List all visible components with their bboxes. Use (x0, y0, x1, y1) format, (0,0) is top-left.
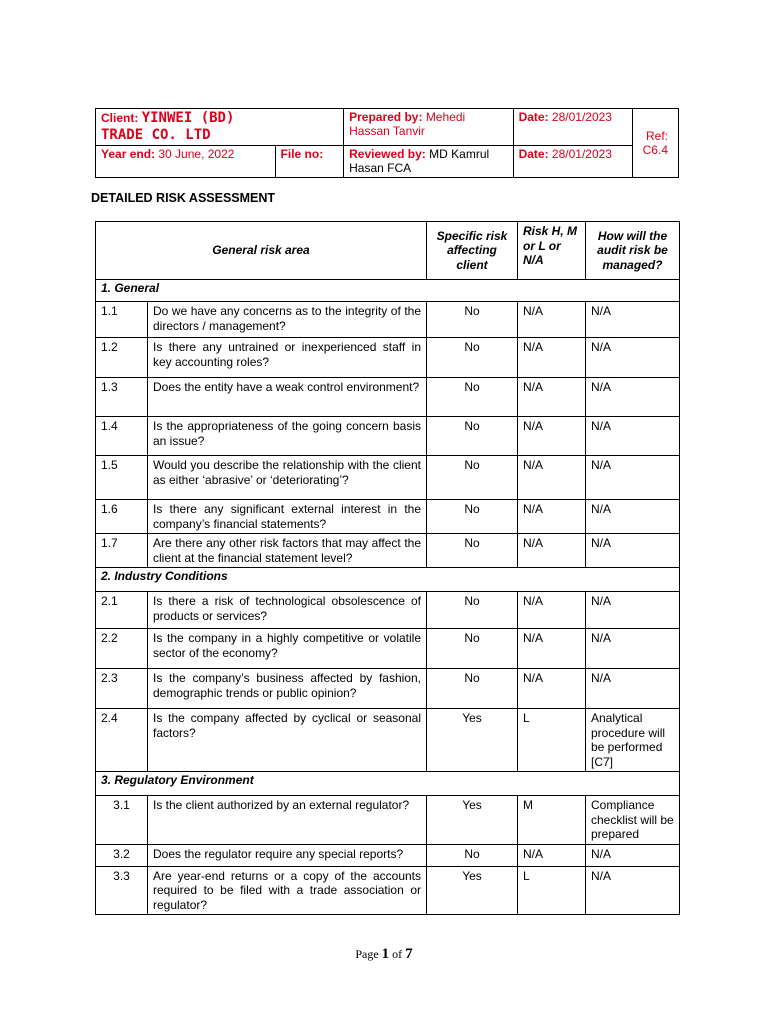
col-header-risk: Risk H, M or L or N/A (518, 222, 586, 280)
row-risk-level: N/A (518, 378, 586, 417)
table-row (96, 629, 680, 669)
file-no-cell (275, 146, 344, 178)
row-risk-level: N/A (518, 629, 586, 669)
row-number: 2.3 (96, 669, 148, 709)
row-specific-risk: Yes (427, 796, 518, 845)
row-managed: N/A (586, 378, 680, 417)
client-label: Client: (101, 111, 139, 125)
row-managed: N/A (586, 844, 680, 866)
row-question: Is the client authorized by an external regulator? (148, 796, 427, 845)
page-footer (0, 946, 768, 963)
year-end-label: Year end: (101, 147, 156, 161)
row-risk-level: N/A (518, 592, 586, 629)
section-title: 3. Regulatory Environment (96, 772, 680, 796)
row-number: 1.4 (96, 417, 148, 456)
table-row (96, 417, 680, 456)
row-specific-risk: No (427, 417, 518, 456)
row-risk-level: N/A (518, 534, 586, 568)
table-row (96, 338, 680, 378)
row-specific-risk: No (427, 844, 518, 866)
row-risk-level: N/A (518, 302, 586, 338)
row-managed: N/A (586, 456, 680, 500)
row-number: 1.5 (96, 456, 148, 500)
col-header-managed: How will the audit risk be managed? (586, 222, 680, 280)
page-number: 1 (381, 946, 390, 962)
row-managed: N/A (586, 534, 680, 568)
row-managed: Compliance checklist will be prepared (586, 796, 680, 845)
row-specific-risk: No (427, 534, 518, 568)
table-row (96, 534, 680, 568)
row-managed: N/A (586, 629, 680, 669)
row-question: Is there any significant external interest in the company’s financial statements? (148, 500, 427, 534)
row-managed: N/A (586, 338, 680, 378)
page-total: 7 (405, 946, 413, 962)
row-number: 1.6 (96, 500, 148, 534)
prepared-date-value: 28/01/2023 (551, 110, 612, 124)
row-number: 3.2 (96, 844, 148, 866)
table-row (96, 456, 680, 500)
prepared-by-cell (344, 109, 513, 146)
row-managed: N/A (586, 417, 680, 456)
section-header-row (96, 280, 680, 302)
row-specific-risk: No (427, 669, 518, 709)
ref-cell (632, 109, 678, 178)
row-number: 1.7 (96, 534, 148, 568)
client-name-line2: TRADE CO. LTD (101, 127, 211, 143)
row-specific-risk: No (427, 378, 518, 417)
row-specific-risk: No (427, 500, 518, 534)
row-question: Does the regulator require any special reports? (148, 844, 427, 866)
row-risk-level: M (518, 796, 586, 845)
row-number: 1.2 (96, 338, 148, 378)
page-word: Page (355, 947, 379, 961)
prepared-by-name-line1: Mehedi (425, 110, 466, 124)
row-specific-risk: No (427, 592, 518, 629)
file-no-label: File no: (280, 147, 324, 161)
row-question: Do we have any concerns as to the integrity of the directors / management? (148, 302, 427, 338)
row-question: Is the company affected by cyclical or seasonal factors? (148, 709, 427, 772)
prepared-by-label: Prepared by: (349, 110, 423, 124)
row-number: 3.3 (96, 866, 148, 915)
row-risk-level: N/A (518, 500, 586, 534)
row-number: 3.1 (96, 796, 148, 845)
row-specific-risk: No (427, 338, 518, 378)
col-header-specific: Specific risk affecting client (427, 222, 518, 280)
row-question: Is the company in a highly competitive or volatile sector of the economy? (148, 629, 427, 669)
year-end-cell (96, 146, 276, 178)
row-number: 2.4 (96, 709, 148, 772)
row-managed: Analytical procedure will be performed [C7] (586, 709, 680, 772)
row-managed: N/A (586, 500, 680, 534)
row-specific-risk: Yes (427, 866, 518, 915)
row-question: Is the company’s business affected by fashion, demographic trends or public opinion? (148, 669, 427, 709)
row-managed: N/A (586, 669, 680, 709)
table-row (96, 796, 680, 845)
col-header-area: General risk area (96, 222, 427, 280)
row-risk-level: N/A (518, 844, 586, 866)
reviewed-by-name-line1: MD Kamrul (429, 147, 490, 161)
row-question: Are there any other risk factors that may affect the client at the financial statement level? (148, 534, 427, 568)
row-managed: N/A (586, 866, 680, 915)
table-row (96, 500, 680, 534)
row-specific-risk: No (427, 629, 518, 669)
of-word: of (392, 947, 403, 961)
ref-value: C6.4 (642, 143, 668, 157)
row-question: Is the appropriateness of the going concern basis an issue? (148, 417, 427, 456)
table-row (96, 866, 680, 915)
row-number: 1.3 (96, 378, 148, 417)
client-cell (96, 109, 344, 146)
row-specific-risk: No (427, 302, 518, 338)
row-question: Does the entity have a weak control environment? (148, 378, 427, 417)
prepared-by-name-line2: Hassan Tanvir (349, 124, 425, 138)
reviewed-by-cell (344, 146, 513, 178)
table-row (96, 709, 680, 772)
table-row (96, 669, 680, 709)
reviewed-by-name-line2: Hasan FCA (349, 161, 412, 175)
row-risk-level: N/A (518, 669, 586, 709)
row-risk-level: L (518, 709, 586, 772)
row-number: 2.1 (96, 592, 148, 629)
row-specific-risk: No (427, 456, 518, 500)
row-risk-level: L (518, 866, 586, 915)
row-question: Is there a risk of technological obsolescence of products or services? (148, 592, 427, 629)
reviewed-date-value: 28/01/2023 (551, 147, 612, 161)
row-risk-level: N/A (518, 417, 586, 456)
row-managed: N/A (586, 592, 680, 629)
section-title: 1. General (96, 280, 680, 302)
table-row (96, 844, 680, 866)
row-question: Would you describe the relationship with the client as either ‘abrasive’ or ‘deteriorating’? (148, 456, 427, 500)
row-question: Are year-end returns or a copy of the accounts required to be filed with a trade association or regulator? (148, 866, 427, 915)
section-header-row (96, 568, 680, 592)
table-row (96, 592, 680, 629)
row-number: 1.1 (96, 302, 148, 338)
risk-assessment-table (95, 221, 680, 915)
client-name-line1: YINWEI (BD) (141, 110, 235, 126)
table-row (96, 302, 680, 338)
row-risk-level: N/A (518, 456, 586, 500)
table-row (96, 378, 680, 417)
prepared-date-label: Date: (518, 110, 549, 124)
prepared-date-cell (513, 109, 632, 146)
row-specific-risk: Yes (427, 709, 518, 772)
year-end-value: 30 June, 2022 (158, 147, 235, 161)
reviewed-date-cell (513, 146, 632, 178)
section-title: 2. Industry Conditions (96, 568, 680, 592)
row-managed: N/A (586, 302, 680, 338)
ref-label: Ref: (645, 129, 668, 143)
engagement-header-table (95, 108, 679, 178)
row-question: Is there any untrained or inexperienced staff in key accounting roles? (148, 338, 427, 378)
row-risk-level: N/A (518, 338, 586, 378)
section-header-row (96, 772, 680, 796)
reviewed-date-label: Date: (518, 147, 549, 161)
page-title: DETAILED RISK ASSESSMENT (91, 191, 276, 205)
reviewed-by-label: Reviewed by: (349, 147, 426, 161)
column-header-row (96, 222, 680, 280)
row-number: 2.2 (96, 629, 148, 669)
